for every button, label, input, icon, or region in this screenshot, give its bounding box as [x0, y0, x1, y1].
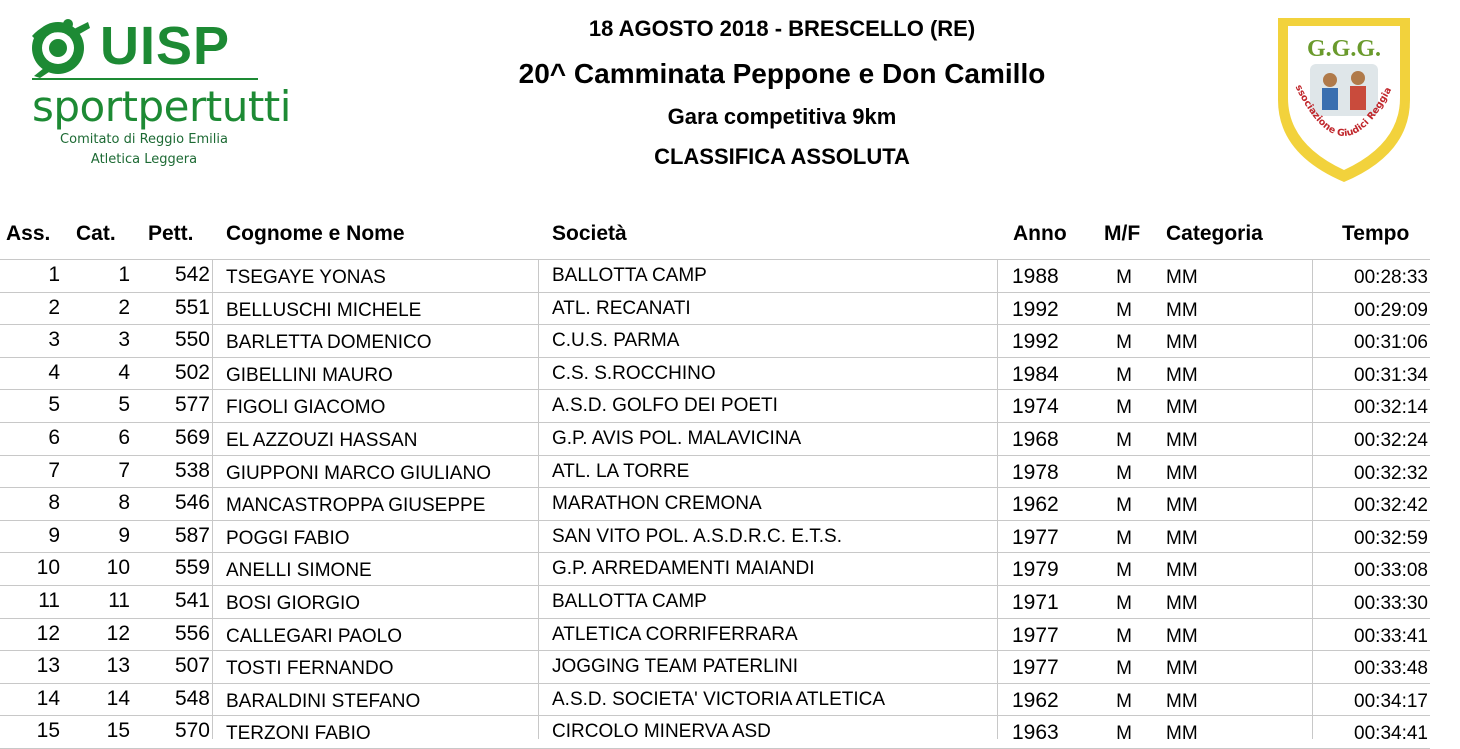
bib-number-cell: 546: [174, 491, 210, 515]
time-cell: 00:28:33: [1354, 267, 1428, 288]
category-rank-cell: 11: [108, 588, 130, 612]
event-title: 20^ Camminata Peppone e Don Camillo: [518, 58, 1046, 89]
time-cell: 00:33:48: [1354, 658, 1428, 680]
time-cell: 00:33:08: [1354, 560, 1428, 582]
bib-number-cell: 556: [174, 621, 210, 645]
category-rank-cell: 1: [118, 263, 130, 286]
col-header-anno: Anno: [1013, 222, 1067, 245]
col-header-mf: M/F: [1104, 222, 1141, 245]
table-row: [0, 456, 1430, 489]
athlete-name-cell: BARLETTA DOMENICO: [226, 332, 432, 354]
runner-emblem-icon: [28, 16, 100, 78]
rank-cell: 14: [36, 686, 60, 710]
uisp-logo: [28, 12, 291, 172]
sex-cell: M: [1116, 299, 1132, 321]
category-rank-cell: 3: [118, 328, 130, 352]
category-rank-cell: 8: [118, 491, 130, 515]
sex-cell: M: [1116, 560, 1132, 582]
category-cell: MM: [1166, 462, 1198, 484]
bib-number-cell: 551: [174, 295, 210, 319]
bib-number-cell: 550: [174, 328, 210, 352]
club-cell: ATL. RECANATI: [552, 297, 691, 319]
category-cell: MM: [1166, 723, 1198, 745]
bib-number-cell: 559: [174, 556, 210, 580]
rank-cell: 11: [38, 588, 60, 612]
birth-year-cell: 1974: [1012, 395, 1059, 419]
club-cell: MARATHON CREMONA: [552, 493, 762, 515]
rank-cell: 4: [48, 360, 60, 384]
club-cell: C.U.S. PARMA: [552, 330, 680, 352]
rank-cell: 12: [36, 621, 60, 645]
time-cell: 00:32:59: [1354, 527, 1428, 549]
birth-year-cell: 1988: [1012, 265, 1059, 288]
time-cell: 00:33:30: [1354, 592, 1428, 614]
ggg-shield-logo: [1274, 14, 1414, 184]
rank-cell: 10: [36, 556, 60, 580]
table-row: [0, 293, 1430, 326]
table-row: [0, 586, 1430, 619]
category-rank-cell: 4: [118, 360, 130, 384]
athlete-name-cell: GIBELLINI MAURO: [226, 364, 393, 386]
category-cell: MM: [1166, 267, 1198, 288]
athlete-name-cell: POGGI FABIO: [226, 527, 350, 549]
category-cell: MM: [1166, 690, 1198, 712]
table-row: [0, 390, 1430, 423]
athlete-name-cell: EL AZZOUZI HASSAN: [226, 429, 418, 451]
table-row: [0, 521, 1430, 554]
athlete-name-cell: TSEGAYE YONAS: [226, 267, 386, 288]
athlete-name-cell: BARALDINI STEFANO: [226, 690, 421, 712]
col-header-name: Cognome e Nome: [226, 222, 405, 245]
club-cell: SAN VITO POL. A.S.D.R.C. E.T.S.: [552, 525, 843, 547]
category-cell: MM: [1166, 658, 1198, 680]
table-row: [0, 423, 1430, 456]
category-cell: MM: [1166, 560, 1198, 582]
table-row: [0, 358, 1430, 391]
club-cell: JOGGING TEAM PATERLINI: [552, 656, 798, 678]
category-rank-cell: 14: [106, 686, 130, 710]
birth-year-cell: 1992: [1012, 330, 1059, 354]
table-row: [0, 716, 1430, 749]
col-header-pett: Pett.: [148, 222, 194, 245]
col-header-categoria: Categoria: [1166, 222, 1263, 245]
club-cell: A.S.D. GOLFO DEI POETI: [552, 395, 778, 417]
category-rank-cell: 5: [118, 393, 130, 417]
club-cell: A.S.D. SOCIETA' VICTORIA ATLETICA: [552, 688, 886, 710]
club-cell: BALLOTTA CAMP: [552, 590, 707, 612]
category-rank-cell: 10: [106, 556, 130, 580]
time-cell: 00:33:41: [1354, 625, 1428, 647]
bib-number-cell: 587: [174, 523, 210, 547]
time-cell: 00:31:34: [1354, 364, 1428, 386]
time-cell: 00:32:24: [1354, 429, 1428, 451]
category-rank-cell: 12: [106, 621, 130, 645]
sex-cell: M: [1116, 527, 1132, 549]
shield-icon: [1274, 14, 1414, 184]
rank-cell: 9: [48, 523, 60, 547]
category-rank-cell: 7: [118, 458, 130, 482]
athlete-name-cell: BELLUSCHI MICHELE: [226, 299, 422, 321]
bib-number-cell: 538: [174, 458, 210, 482]
time-cell: 00:32:42: [1354, 495, 1428, 517]
category-cell: MM: [1166, 592, 1198, 614]
category-cell: MM: [1166, 332, 1198, 354]
col-header-tempo: Tempo: [1342, 222, 1410, 245]
col-header-cat: Cat.: [76, 222, 116, 245]
athlete-name-cell: GIUPPONI MARCO GIULIANO: [226, 462, 491, 484]
table-row: [0, 684, 1430, 717]
rank-cell: 8: [48, 491, 60, 515]
athlete-name-cell: BOSI GIORGIO: [226, 592, 361, 614]
time-cell: 00:29:09: [1354, 299, 1428, 321]
bib-number-cell: 548: [174, 686, 210, 710]
sex-cell: M: [1116, 690, 1132, 712]
ggg-initials: G.G.G.: [1306, 36, 1382, 62]
results-table: [0, 259, 1430, 749]
category-rank-cell: 9: [118, 523, 130, 547]
bib-number-cell: 502: [174, 360, 210, 384]
birth-year-cell: 1992: [1012, 297, 1059, 321]
sex-cell: M: [1116, 397, 1132, 419]
col-header-ass: Ass.: [6, 222, 51, 245]
birth-year-cell: 1984: [1012, 362, 1059, 386]
sex-cell: M: [1116, 267, 1132, 288]
category-cell: MM: [1166, 299, 1198, 321]
bib-number-cell: 507: [174, 654, 210, 678]
club-cell: CIRCOLO MINERVA ASD: [552, 721, 771, 743]
birth-year-cell: 1962: [1012, 688, 1059, 712]
association-ring-text: ssociazione Giudici Reggia: [1292, 83, 1395, 140]
sex-cell: M: [1116, 332, 1132, 354]
table-row: [0, 619, 1430, 652]
rank-cell: 1: [48, 263, 60, 286]
sex-cell: M: [1116, 495, 1132, 517]
birth-year-cell: 1968: [1012, 427, 1059, 451]
ranking-title: CLASSIFICA ASSOLUTA: [654, 144, 910, 169]
category-cell: MM: [1166, 495, 1198, 517]
race-type: Gara competitiva 9km: [667, 104, 897, 129]
athlete-name-cell: FIGOLI GIACOMO: [226, 397, 386, 419]
rank-cell: 13: [36, 654, 60, 678]
birth-year-cell: 1979: [1012, 558, 1059, 582]
sex-cell: M: [1116, 625, 1132, 647]
club-cell: ATL. LA TORRE: [552, 460, 690, 482]
category-cell: MM: [1166, 397, 1198, 419]
uisp-tagline: sportpertutti: [32, 82, 291, 131]
col-header-societa: Società: [552, 222, 627, 245]
category-cell: MM: [1166, 625, 1198, 647]
time-cell: 00:31:06: [1354, 332, 1428, 354]
time-cell: 00:32:14: [1354, 397, 1428, 419]
bib-number-cell: 542: [174, 263, 210, 286]
athlete-name-cell: MANCASTROPPA GIUSEPPE: [226, 495, 486, 517]
bib-number-cell: 570: [174, 719, 210, 743]
category-rank-cell: 15: [106, 719, 130, 743]
sex-cell: M: [1116, 723, 1132, 745]
birth-year-cell: 1963: [1012, 721, 1059, 745]
rank-cell: 5: [48, 393, 60, 417]
sex-cell: M: [1116, 462, 1132, 484]
bib-number-cell: 577: [174, 393, 210, 417]
bib-number-cell: 569: [174, 425, 210, 449]
table-header: [0, 222, 1430, 252]
bib-number-cell: 541: [174, 588, 210, 612]
logo-divider: [32, 78, 258, 80]
time-cell: 00:32:32: [1354, 462, 1428, 484]
club-cell: G.P. ARREDAMENTI MAIANDI: [552, 558, 815, 580]
sex-cell: M: [1116, 364, 1132, 386]
birth-year-cell: 1977: [1012, 525, 1059, 549]
category-rank-cell: 2: [118, 295, 130, 319]
rank-cell: 6: [48, 425, 60, 449]
event-date-place: 18 AGOSTO 2018 - BRESCELLO (RE): [588, 16, 976, 41]
club-cell: BALLOTTA CAMP: [552, 265, 707, 286]
club-cell: G.P. AVIS POL. MALAVICINA: [552, 427, 802, 449]
committee-line: Comitato di Reggio Emilia: [60, 132, 228, 147]
table-row: [0, 325, 1430, 358]
athlete-name-cell: ANELLI SIMONE: [226, 560, 372, 582]
table-row: [0, 553, 1430, 586]
sex-cell: M: [1116, 592, 1132, 614]
birth-year-cell: 1978: [1012, 460, 1059, 484]
birth-year-cell: 1971: [1012, 590, 1059, 614]
rank-cell: 7: [48, 458, 60, 482]
category-cell: MM: [1166, 429, 1198, 451]
rank-cell: 15: [36, 719, 60, 743]
athlete-name-cell: TERZONI FABIO: [226, 723, 371, 745]
club-cell: C.S. S.ROCCHINO: [552, 362, 716, 384]
category-cell: MM: [1166, 364, 1198, 386]
club-cell: ATLETICA CORRIFERRARA: [552, 623, 798, 645]
category-rank-cell: 6: [118, 425, 130, 449]
time-cell: 00:34:41: [1354, 723, 1428, 745]
discipline-line: Atletica Leggera: [90, 152, 198, 167]
time-cell: 00:34:17: [1354, 690, 1428, 712]
athlete-name-cell: TOSTI FERNANDO: [226, 658, 394, 680]
athlete-name-cell: CALLEGARI PAOLO: [226, 625, 402, 647]
birth-year-cell: 1977: [1012, 623, 1059, 647]
table-row: [0, 651, 1430, 684]
uisp-brand: UISP: [100, 16, 231, 76]
table-row: [0, 488, 1430, 521]
rank-cell: 2: [48, 295, 60, 319]
sex-cell: M: [1116, 429, 1132, 451]
birth-year-cell: 1962: [1012, 493, 1059, 517]
birth-year-cell: 1977: [1012, 656, 1059, 680]
category-rank-cell: 13: [106, 654, 130, 678]
sex-cell: M: [1116, 658, 1132, 680]
category-cell: MM: [1166, 527, 1198, 549]
table-row: [0, 259, 1430, 293]
rank-cell: 3: [48, 328, 60, 352]
